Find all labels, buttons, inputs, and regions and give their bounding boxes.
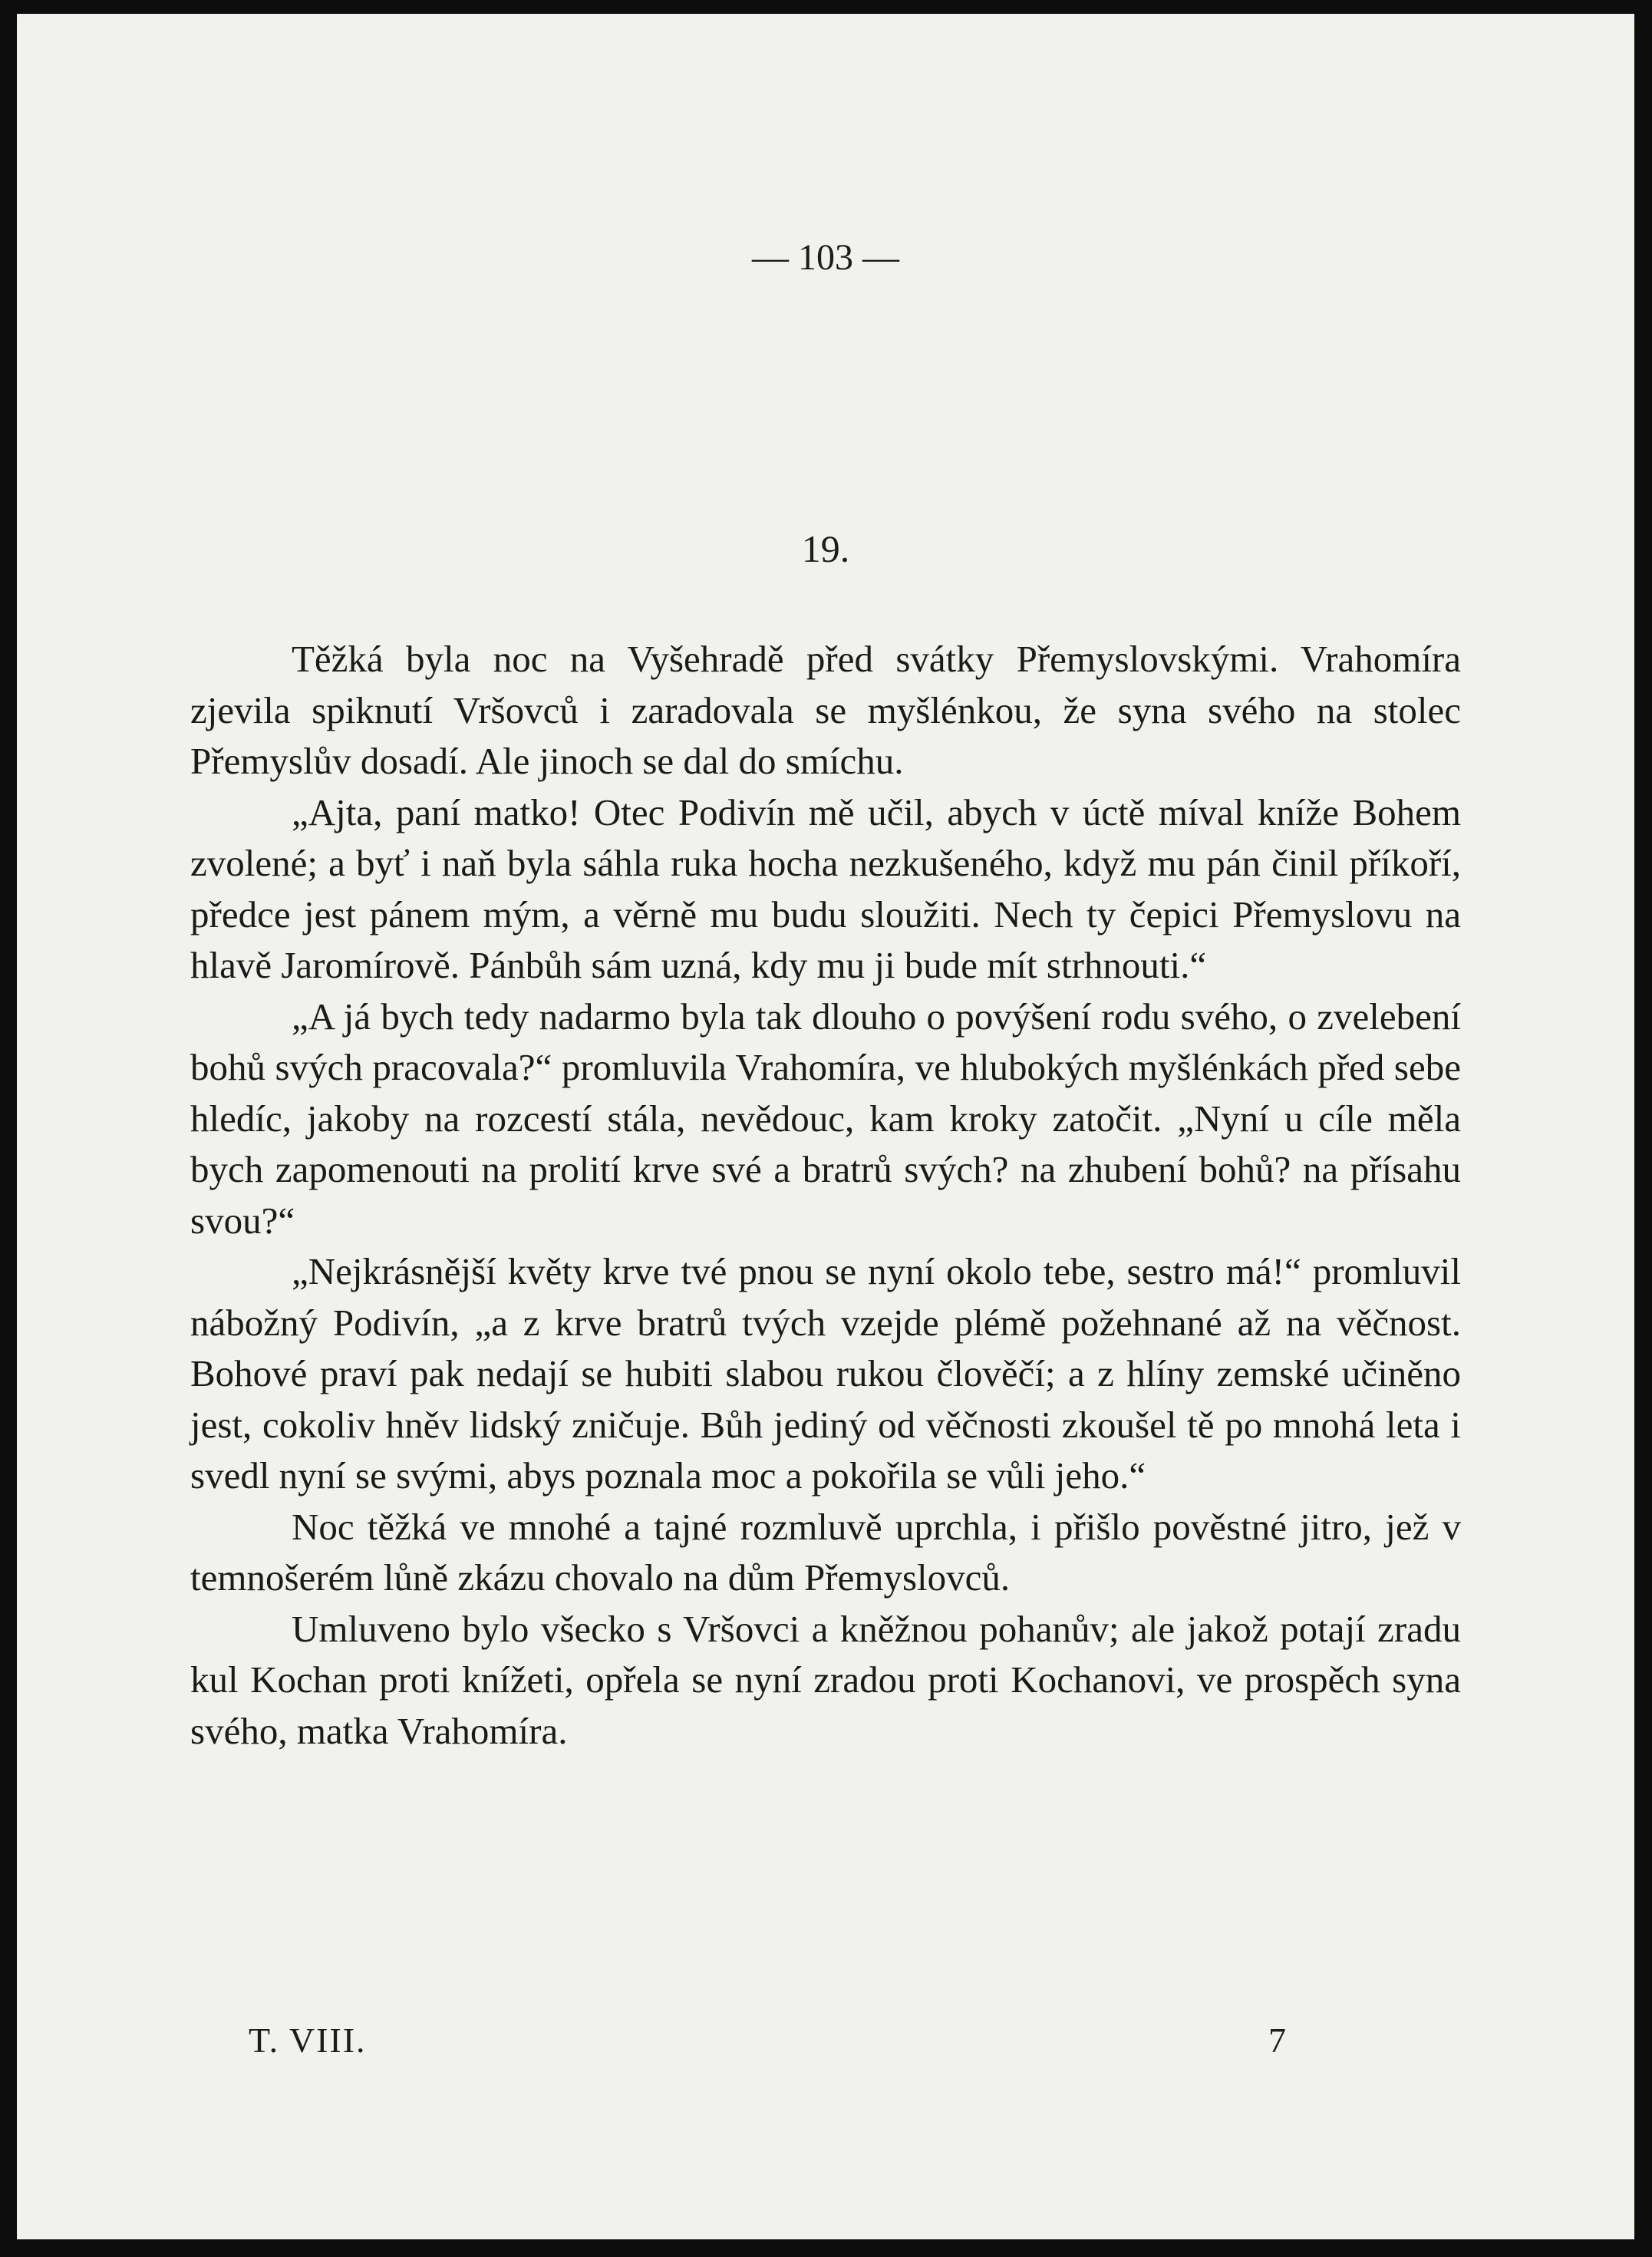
chapter-number: 19. (801, 527, 850, 570)
page-number: — 103 — (752, 237, 899, 278)
book-page (17, 14, 1634, 2239)
body-text (190, 634, 1461, 1757)
paragraph: „Ajta, paní matko! Otec Podivín mě učil, abych v úctě míval kníže Bohem zvolené; a byť i naň byla sáhla ruka hocha nezkušeného, když mu pán činil příkoří, předce jest pánem mým, a věrně mu budu sloužiti. Nech ty čepici Přemyslovu na hlavě Jaromírově. Pánbůh sám uzná, kdy mu ji bude mít strhnouti.“ (190, 790, 1461, 986)
page-footer (249, 2020, 1286, 2061)
paragraph: Noc těžká ve mnohé a tajné rozmluvě uprchla, i přišlo pověstné jitro, jež v temnošerém lůně zkázu chovalo na dům Přemyslovců. (190, 1505, 1461, 1599)
volume-signature: T. VIII. (249, 2021, 367, 2060)
paragraph: „Nejkrásnější květy krve tvé pnou se nyní okolo tebe, sestro má!“ promluvil nábožný Podivín, „a z krve bratrů tvých vzejde plémě požehnané až na věčnost. Bohové praví pak nedají se hubiti slabou rukou člověčí; a z hlíny zemské učiněno jest, cokoliv hněv lidský zničuje. Bůh jediný od věčnosti zkoušel tě po mnohá leta i svedl nyní se svými, abys poznala moc a pokořila se vůli jeho.“ (190, 1250, 1461, 1496)
paragraph: „A já bych tedy nadarmo byla tak dlouho o povýšení rodu svého, o zvelebení bohů svých pracovala?“ promluvila Vrahomíra, ve hlubokých myšlénkách před sebe hledíc, jakoby na rozcestí stála, nevědouc, kam kroky zatočit. „Nyní u cíle měla bych zapomenouti na prolití krve své a bratrů svých? na zhubení bohů? na přísahu svou?“ (190, 995, 1461, 1242)
paragraph: Umluveno bylo všecko s Vršovci a kněžnou pohanův; ale jakož potají zradu kul Kochan proti knížeti, opřela se nyní zradou proti Kochanovi, ve prospěch syna svého, matka Vrahomíra. (190, 1607, 1461, 1752)
sheet-number: 7 (1268, 2021, 1286, 2060)
paragraph: Těžká byla noc na Vyšehradě před svátky Přemyslovskými. Vrahomíra zjevila spiknutí Vršovců i zaradovala se myšlénkou, že syna svého na stolec Přemyslův dosadí. Ale jinoch se dal do smíchu. (190, 638, 1461, 782)
